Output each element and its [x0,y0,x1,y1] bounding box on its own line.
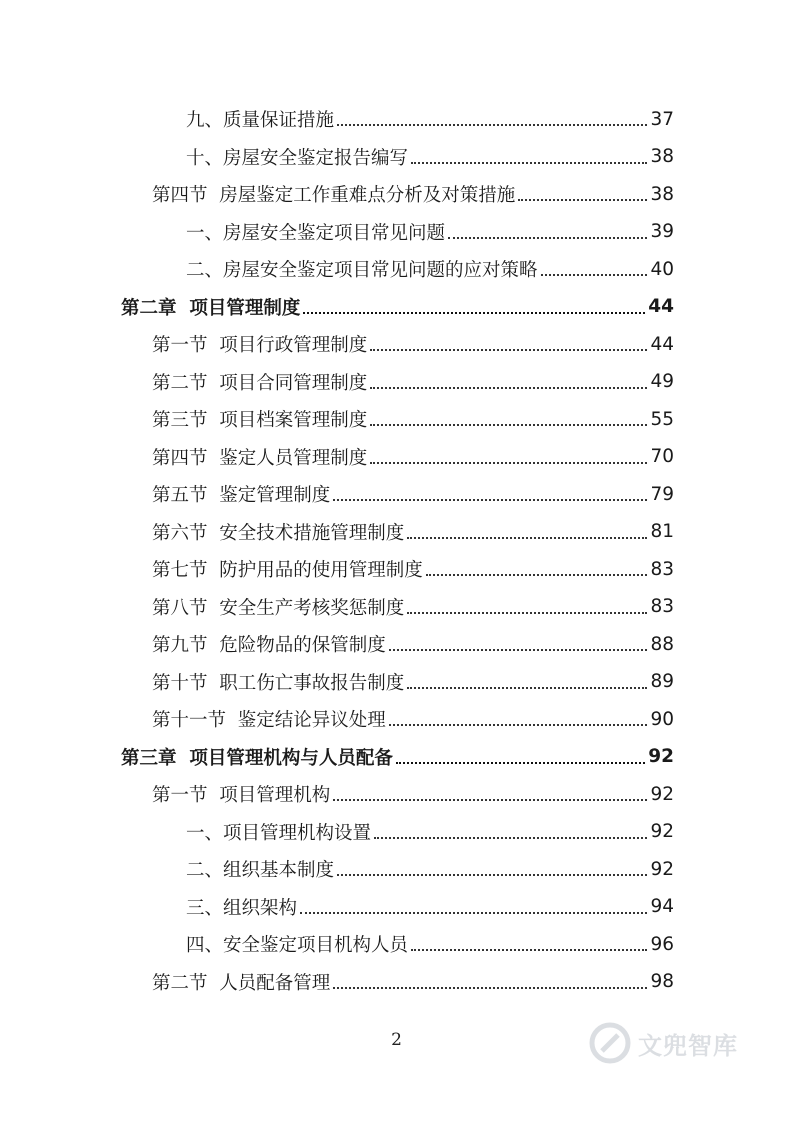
dot-leader [303,311,645,314]
toc-entry-title: 第十节 职工伤亡事故报告制度 [152,672,405,694]
dot-leader [333,498,647,501]
toc-entry-title: 第八节 安全生产考核奖惩制度 [152,597,405,619]
toc-entry-title: 二、组织基本制度 [186,860,335,881]
toc-entry-page: 49 [650,371,674,392]
toc-entry-page: 79 [650,483,674,505]
toc-entry-title: 一、项目管理机构设置 [186,822,372,844]
toc-entry-title: 第四节 房屋鉴定工作重难点分析及对策措施 [152,185,516,206]
dot-leader [448,236,647,239]
toc-entry-page: 92 [650,858,674,880]
toc-entry-page: 37 [650,108,674,130]
toc-entry-page: 83 [650,596,674,617]
toc-entry-page: 70 [650,446,674,467]
toc-entry[interactable] [152,179,674,209]
toc-entry-page: 81 [650,521,674,542]
toc-entry[interactable] [186,817,674,847]
toc-entry[interactable] [152,779,674,809]
dot-leader [333,798,647,801]
dot-leader [396,761,645,764]
toc-chapter-entry[interactable] [121,742,674,772]
toc-entry-title: 第十一节 鉴定结论异议处理 [152,710,386,731]
toc-entry-title: 十、房屋安全鉴定报告编写 [186,147,409,169]
toc-entry-page: 88 [650,633,674,655]
dot-leader [518,198,647,201]
toc-entry-page: 44 [648,296,674,317]
toc-entry-page: 40 [650,258,674,280]
toc-entry-page: 92 [650,821,674,842]
toc-entry[interactable] [186,104,674,134]
toc-entry[interactable] [186,929,674,959]
page-number: 2 [391,1030,402,1050]
toc-entry[interactable] [152,367,674,397]
toc-entry-page: 89 [650,671,674,692]
dot-leader [337,873,647,876]
dot-leader [333,986,647,989]
dot-leader [389,723,648,726]
toc-entry[interactable] [152,479,674,509]
dot-leader [407,536,647,539]
wendou-logo-icon [588,1021,632,1065]
toc-entry[interactable] [186,254,674,284]
dot-leader [370,461,647,464]
dot-leader [411,948,647,951]
dot-leader [407,611,647,614]
watermark [588,1018,758,1068]
toc-entry-title: 二、房屋安全鉴定项目常见问题的应对策略 [186,260,538,281]
toc-entry[interactable] [152,592,674,622]
toc-entry[interactable] [186,854,674,884]
toc-entry-page: 98 [650,971,674,992]
toc-entry-title: 一、房屋安全鉴定项目常见问题 [186,222,446,244]
dot-leader [370,423,647,426]
dot-leader [300,911,647,914]
toc-entry-page: 94 [650,896,674,917]
toc-entry-page: 92 [650,783,674,805]
dot-leader [541,273,648,276]
dot-leader [426,573,648,576]
toc-entry-title: 三、组织架构 [186,897,298,919]
toc-entry[interactable] [152,329,674,359]
toc-entry-title: 九、质量保证措施 [186,110,335,131]
dot-leader [411,161,647,164]
toc-entry-title: 第二节 人员配备管理 [152,972,331,994]
dot-leader [389,648,648,651]
toc-entry-title: 第二章 项目管理制度 [121,297,301,319]
toc-entry[interactable] [186,142,674,172]
toc-entry[interactable] [152,967,674,997]
toc-entry-title: 第三节 项目档案管理制度 [152,410,368,431]
dot-leader [337,123,647,126]
toc-entry-page: 39 [650,221,674,242]
toc-entry[interactable] [152,517,674,547]
toc-entry-page: 92 [648,746,674,767]
toc-entry-page: 44 [650,333,674,355]
toc-entry[interactable] [152,442,674,472]
toc-entry-title: 第六节 安全技术措施管理制度 [152,522,405,544]
toc-entry[interactable] [152,667,674,697]
toc-entry[interactable] [152,704,674,734]
toc-entry-page: 90 [650,708,674,730]
toc-entry-page: 83 [650,558,674,580]
toc-entry-title: 第七节 防护用品的使用管理制度 [152,560,423,581]
toc-entry[interactable] [152,629,674,659]
watermark-text: 文兜智库 [638,1031,738,1060]
toc-entry[interactable] [186,217,674,247]
toc-entry[interactable] [152,554,674,584]
toc-entry-page: 55 [650,408,674,430]
toc-entry[interactable] [186,892,674,922]
toc-entry-page: 96 [650,933,674,955]
toc-entry[interactable] [152,404,674,434]
toc-entry-title: 第三章 项目管理机构与人员配备 [121,747,393,769]
toc-entry-page: 38 [650,146,674,167]
toc-entry-title: 第一节 项目管理机构 [152,785,331,806]
toc-entry-title: 第五节 鉴定管理制度 [152,485,331,506]
toc-entry-title: 第二节 项目合同管理制度 [152,372,368,394]
toc-entry-title: 第一节 项目行政管理制度 [152,335,368,356]
toc-entry-title: 第九节 危险物品的保管制度 [152,635,386,656]
dot-leader [370,386,647,389]
dot-leader [374,836,647,839]
toc-entry-title: 第四节 鉴定人员管理制度 [152,447,368,469]
toc-chapter-entry[interactable] [121,292,674,322]
toc-entry-title: 四、安全鉴定项目机构人员 [186,935,409,956]
toc-entry-page: 38 [650,183,674,205]
dot-leader [370,348,647,351]
dot-leader [407,686,647,689]
